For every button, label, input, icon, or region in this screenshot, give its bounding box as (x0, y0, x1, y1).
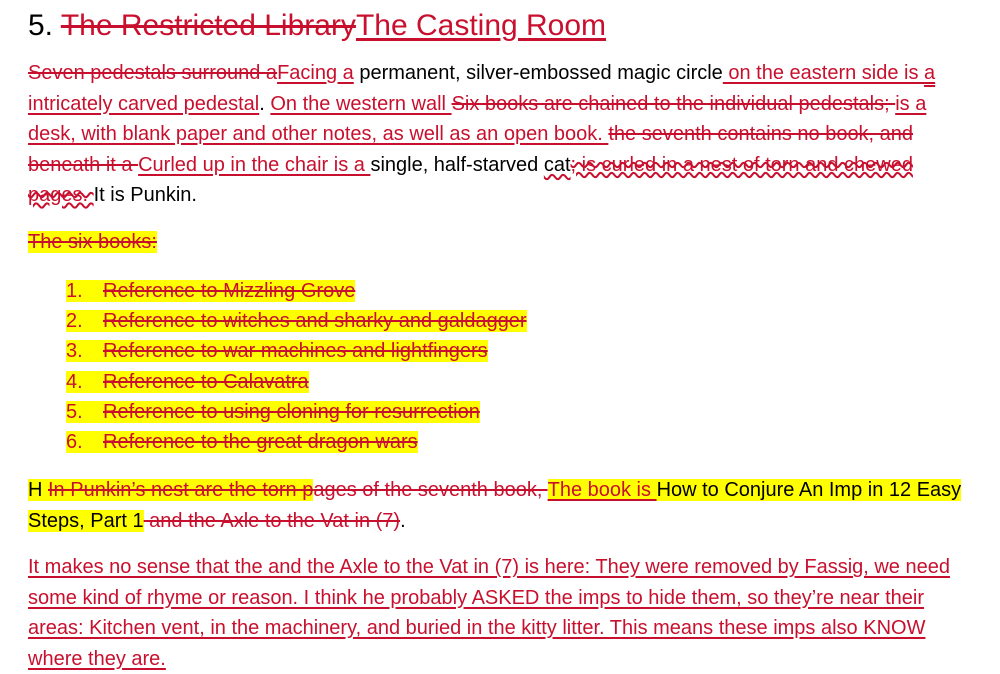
list-text: Reference to the great dragon wars (103, 431, 418, 454)
list-number: 6. (66, 431, 83, 454)
paragraph-text: . (259, 92, 271, 115)
heading-number: 5. (28, 9, 54, 42)
books-title[interactable] (28, 228, 157, 256)
tracked-insertion: on the eastern side is (722, 62, 925, 84)
paragraph-text: single, half-starved (370, 153, 544, 176)
list-text: Reference to Calavatra (103, 370, 309, 393)
description-paragraph[interactable] (28, 58, 974, 211)
tracked-deletion: In Punkin’s nest are the torn p (48, 479, 314, 501)
list-number: 3. (66, 340, 83, 363)
tracked-insertion: Curled up in the chair is a (138, 153, 371, 176)
list-item[interactable] (66, 367, 527, 397)
list-number: 5. (66, 400, 83, 423)
books-title-text: The six books: (28, 231, 157, 253)
book-list (66, 276, 527, 457)
paragraph-text: permanent, silver-embossed magic circle (353, 62, 723, 84)
list-item[interactable] (66, 276, 527, 306)
list-text: Reference to Mizzling Grove (103, 280, 356, 302)
list-item[interactable] (66, 306, 527, 336)
tracked-deletion: Seven pedestals surround a (28, 62, 278, 84)
heading-inserted-text: The Casting Room (355, 9, 607, 42)
tracked-insertion: On the western wall (270, 92, 452, 115)
book-paragraph[interactable] (28, 475, 974, 536)
paragraph-text: H (28, 479, 48, 501)
list-number: 4. (66, 370, 83, 393)
spellcheck-flagged-word: cat (543, 153, 571, 176)
list-item[interactable] (66, 427, 527, 457)
list-item[interactable] (66, 397, 527, 427)
tracked-insertion-flagged: a (924, 62, 936, 84)
list-text: Reference to war machines and lightfingers (103, 340, 488, 363)
section-heading[interactable] (28, 6, 606, 46)
tracked-insertion: is a desk, with blank paper and other notes, as well as an open book. (28, 92, 927, 145)
book-title-text: How to Conjure An Imp in 12 Easy Steps, Part 1 (28, 479, 962, 532)
tracked-insertion: The book is (547, 479, 657, 501)
tracked-deletion: ; is curled in a nest of torn and chewed pages. (28, 153, 913, 206)
list-number: 1. (66, 280, 83, 302)
tracked-deletion: ages of the seventh book, (313, 479, 548, 501)
paragraph-text: . (400, 509, 406, 532)
paragraph-text: It is Punkin. (93, 184, 197, 206)
list-text: Reference to using cloning for resurrection (103, 400, 480, 423)
tracked-insertion: intricately carved pedestal (28, 92, 260, 115)
tracked-deletion: Six books are chained to the individual pedestals; (451, 92, 896, 115)
list-number: 2. (66, 310, 83, 333)
note-paragraph[interactable] (28, 552, 974, 674)
tracked-insertion: It makes no sense that the and the Axle to the Vat in (7) is here: They were removed by Fassig, we need some kind of rhyme or reason. I think he probably ASKED the imps to hide them, so they’re near their areas: Kitchen vent, in the machinery, and buried in the kitty litter. This means these imps also KNOW where they are. (28, 556, 950, 670)
list-item[interactable] (66, 336, 527, 366)
tracked-insertion: Facing a (277, 62, 354, 84)
heading-deleted-text: The Restricted Library (60, 9, 356, 42)
list-text: Reference to witches and sharky and galdagger (103, 310, 527, 333)
tracked-deletion: and the Axle to the Vat in (7) (143, 509, 401, 532)
tracked-deletion: the seventh contains no book, and beneath it a (28, 123, 914, 176)
